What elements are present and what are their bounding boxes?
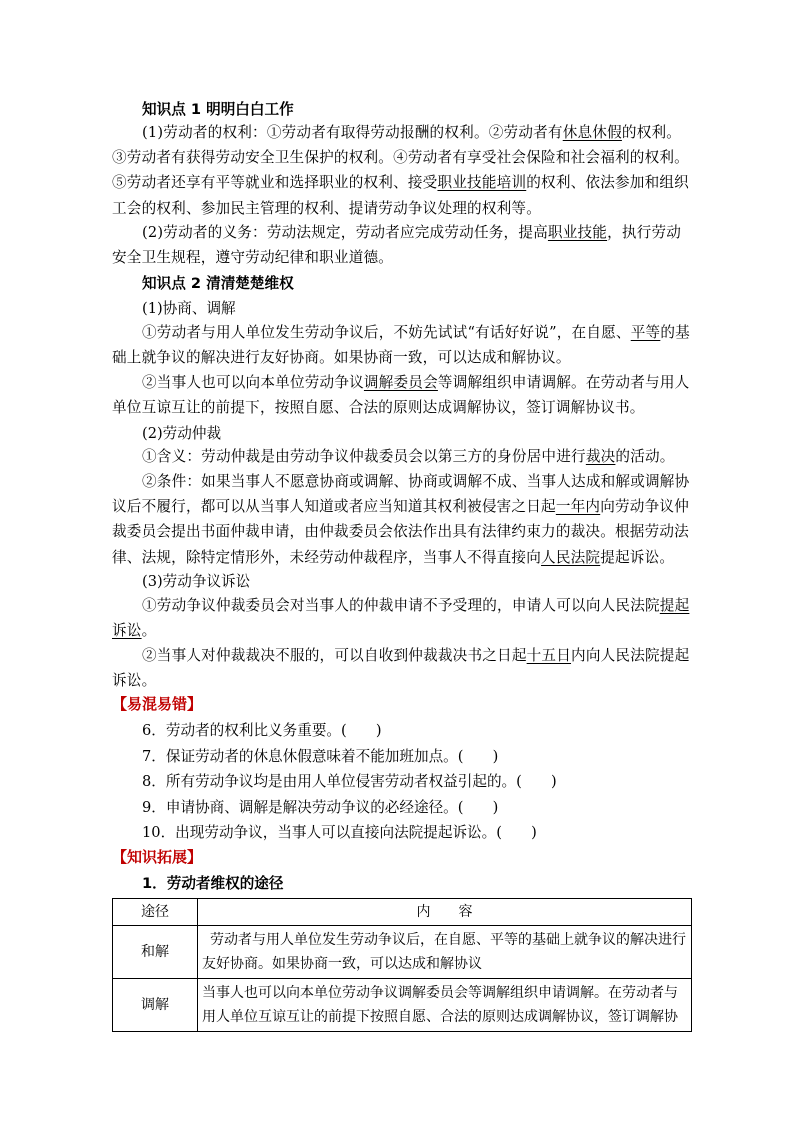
paragraph [112, 643, 692, 693]
question-item: 9．申请协商、调解是解决劳动争议的必经途径。( ) [142, 799, 499, 816]
text: 的权利。③劳动者有获得劳动安全卫生保护的权利。④劳动者有享受社会保险和社会福利的权利。⑤劳动者还享有平等就业和选择职业的权利、接受 [112, 124, 689, 192]
header-cell-content: 内 容 [198, 899, 692, 926]
underlined-term: 调解委员会 [363, 374, 438, 391]
underlined-term: 裁决 [585, 448, 616, 465]
confuse-heading: 【易混易错】 [112, 695, 203, 713]
subheading: (3)劳动争议诉讼 [142, 573, 251, 590]
text: 的权利、依法参加和组织工会的权利、参加民主管理的权利、提请劳动争议处理的权利等。 [112, 174, 689, 217]
table-row [113, 926, 692, 979]
paragraph [112, 120, 692, 221]
paragraph [112, 593, 692, 643]
text: ②当事人也可以向本单位劳动争议 [142, 374, 364, 391]
text: 向劳动争议仲裁委员会提出书面仲裁申请，由仲裁委员会依法作出具有法律约束力的裁决。根据劳动法律、法规，除特定情形外，未经劳动仲裁程序，当事人不得直接向 [112, 498, 689, 566]
text: ②条件：如果当事人不愿意协商或调解、协商或调解不成、当事人达成和解或调解协议后不履行，都可以从当事人知道或者应当知道其权利被侵害之日起 [112, 473, 690, 516]
question-item: 6．劳动者的权利比义务重要。( ) [142, 722, 382, 739]
table-title: 1．劳动者维权的途径 [142, 875, 284, 892]
section-title: 知识点 2 清清楚楚维权 [142, 275, 294, 292]
cell-content: 当事人也可以向本单位劳动争议调解委员会等调解组织申请调解。在劳动者与用人单位互谅互让的前提下按照自愿、合法的原则达成调解协议，签订调解协 [198, 979, 692, 1032]
text: ①含义：劳动仲裁是由劳动争议仲裁委员会以第三方的身份居中进行 [142, 448, 586, 465]
text: ①劳动者与用人单位发生劳动争议后，不妨先试试“有话好好说”，在自愿、 [142, 324, 631, 341]
text: (2)劳动者的义务：劳动法规定，劳动者应完成劳动任务，提高 [142, 224, 548, 241]
question-item: 8．所有劳动争议均是由用人单位侵害劳动者权益引起的。( ) [142, 773, 557, 790]
underlined-term: 休息休假 [562, 124, 622, 141]
underlined-term: 提起诉讼 [112, 597, 690, 640]
cell-way: 调解 [113, 979, 198, 1032]
cell-way: 和解 [113, 926, 198, 979]
text: ①劳动争议仲裁委员会对当事人的仲裁申请不予受理的，申请人可以向人民法院 [142, 597, 660, 614]
question-item: 7．保证劳动者的休息休假意味着不能加班加点。( ) [142, 748, 499, 765]
text: 内向人民法院提起诉讼。 [112, 647, 690, 690]
question-item: 10．出现劳动争议，当事人可以直接向法院提起诉讼。( ) [142, 824, 537, 841]
text: 等调解组织申请调解。在劳动者与用人单位互谅互让的前提下，按照自愿、合法的原则达成调解协议，签订调解协议书。 [112, 374, 690, 417]
expand-heading: 【知识拓展】 [112, 848, 203, 866]
paragraph [112, 320, 692, 370]
paragraph [112, 469, 692, 570]
text: 的活动。 [615, 448, 675, 465]
paragraph [112, 444, 692, 469]
text: ，执行劳动安全卫生规程，遵守劳动纪律和职业道德。 [112, 224, 682, 267]
underlined-term: 职业技能 [547, 224, 608, 241]
section-title: 知识点 1 明明白白工作 [142, 101, 294, 118]
header-cell-way: 途径 [113, 899, 198, 926]
cell-content: 劳动者与用人单位发生劳动争议后，在自愿、平等的基础上就争议的解决进行友好协商。如果协商一致，可以达成和解协议 [198, 926, 692, 979]
text: 的基础上就争议的解决进行友好协商。如果协商一致，可以达成和解协议。 [112, 324, 690, 367]
underlined-term: 人民法院 [541, 548, 601, 566]
underlined-term: 一年内 [555, 498, 601, 516]
text: (1)劳动者的权利：①劳动者有取得劳动报酬的权利。②劳动者有 [142, 124, 563, 141]
underlined-term: 平等 [630, 324, 661, 341]
paragraph [112, 220, 692, 270]
table-row [113, 979, 692, 1032]
rights-table [112, 898, 692, 1032]
table-header-row [113, 899, 692, 926]
subheading: (2)劳动仲裁 [142, 425, 222, 442]
text: ②当事人对仲裁裁决不服的，可以自收到仲裁裁决书之日起 [142, 647, 527, 664]
underlined-term: 十五日 [526, 647, 572, 664]
paragraph [112, 370, 692, 420]
text: 。 [141, 622, 157, 640]
subheading: (1)协商、调解 [142, 300, 236, 317]
text: 提起诉讼。 [600, 548, 675, 566]
underlined-term: 职业技能培训 [437, 174, 527, 192]
